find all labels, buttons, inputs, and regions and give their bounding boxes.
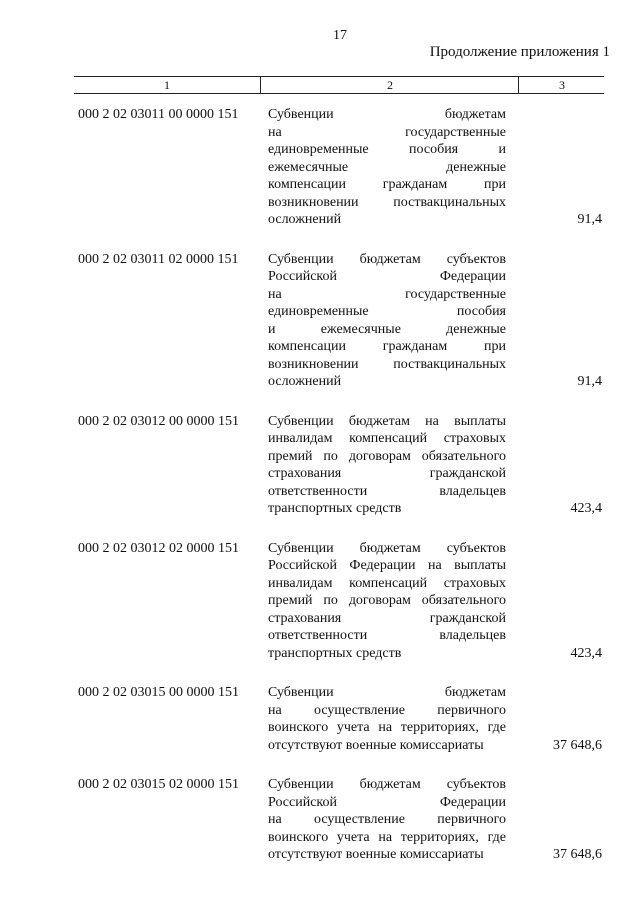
description-line: ежемесячные денежные bbox=[268, 159, 506, 175]
continuation-label: Продолжение приложения 1 bbox=[429, 44, 610, 60]
row-description bbox=[268, 106, 506, 229]
description-line: премий по договорам обязательного bbox=[268, 593, 506, 608]
description-line: на осуществление первичного bbox=[268, 702, 506, 718]
row-amount: 423,4 bbox=[570, 645, 602, 661]
row-description bbox=[268, 251, 506, 391]
description-line: осложнений bbox=[268, 212, 342, 227]
description-line: Российской Федерации на выплаты bbox=[268, 558, 506, 573]
description-line: на государственные bbox=[268, 124, 506, 140]
description-line: Российской Федерации bbox=[268, 794, 506, 810]
page-number: 17 bbox=[333, 28, 347, 43]
table-row bbox=[78, 413, 604, 518]
description-line: осложнений bbox=[268, 374, 342, 389]
table-row bbox=[78, 251, 604, 391]
description-line: транспортных средств bbox=[268, 645, 402, 661]
row-amount: 37 648,6 bbox=[553, 847, 602, 862]
description-line: и ежемесячные денежные bbox=[268, 321, 506, 337]
description-line: единовременные пособия bbox=[268, 304, 506, 319]
budget-code: 000 2 02 03012 02 0000 151 bbox=[78, 540, 239, 556]
table-row bbox=[78, 776, 604, 864]
description-line: возникновении поствакцинальных bbox=[268, 194, 506, 210]
description-line: Субвенции бюджетам на выплаты bbox=[268, 413, 506, 429]
description-line: Субвенции бюджетам субъектов bbox=[268, 251, 506, 267]
row-amount: 37 648,6 bbox=[553, 737, 602, 753]
budget-code: 000 2 02 03015 02 0000 151 bbox=[78, 777, 239, 792]
description-line: страхования гражданской bbox=[268, 466, 506, 481]
description-line: на государственные bbox=[268, 286, 506, 302]
description-line: отсутствуют военные комиссариаты bbox=[268, 737, 484, 753]
description-line: единовременные пособия и bbox=[268, 142, 506, 157]
description-line: инвалидам компенсаций страховых bbox=[268, 431, 506, 446]
description-line: отсутствуют военные комиссариаты bbox=[268, 847, 484, 862]
description-line: ответственности владельцев bbox=[268, 628, 506, 643]
description-line: Субвенции бюджетам субъектов bbox=[268, 777, 506, 792]
table-row bbox=[78, 684, 604, 754]
row-description bbox=[268, 540, 506, 663]
description-line: Российской Федерации bbox=[268, 269, 506, 284]
row-amount: 91,4 bbox=[577, 212, 602, 227]
table-body bbox=[78, 106, 604, 886]
description-line: Субвенции бюджетам субъектов bbox=[268, 540, 506, 556]
description-line: возникновении поствакцинальных bbox=[268, 356, 506, 372]
table-row bbox=[78, 540, 604, 663]
description-line: воинского учета на территориях, где bbox=[268, 829, 506, 845]
budget-code: 000 2 02 03011 00 0000 151 bbox=[78, 107, 239, 122]
row-description bbox=[268, 684, 506, 754]
description-line: ответственности владельцев bbox=[268, 483, 506, 499]
budget-code: 000 2 02 03011 02 0000 151 bbox=[78, 251, 239, 267]
description-line: Субвенции бюджетам bbox=[268, 107, 506, 122]
row-amount: 423,4 bbox=[570, 501, 602, 516]
header-col-2: 2 bbox=[260, 77, 519, 93]
description-line: страхования гражданской bbox=[268, 610, 506, 626]
description-line: на осуществление первичного bbox=[268, 812, 506, 827]
table-row bbox=[78, 106, 604, 229]
header-col-3: 3 bbox=[518, 77, 605, 93]
description-line: Субвенции бюджетам bbox=[268, 685, 506, 700]
row-description bbox=[268, 413, 506, 518]
budget-code: 000 2 02 03012 00 0000 151 bbox=[78, 413, 239, 429]
description-line: транспортных средств bbox=[268, 501, 402, 516]
description-line: воинского учета на территориях, где bbox=[268, 720, 506, 735]
description-line: премий по договорам обязательного bbox=[268, 448, 506, 464]
description-line: компенсации гражданам при bbox=[268, 339, 506, 354]
header-col-1: 1 bbox=[164, 78, 170, 92]
row-description bbox=[268, 776, 506, 864]
description-line: компенсации гражданам при bbox=[268, 177, 506, 192]
budget-code: 000 2 02 03015 00 0000 151 bbox=[78, 685, 239, 700]
description-line: инвалидам компенсаций страховых bbox=[268, 575, 506, 591]
row-amount: 91,4 bbox=[577, 374, 602, 389]
table-header bbox=[74, 76, 604, 94]
